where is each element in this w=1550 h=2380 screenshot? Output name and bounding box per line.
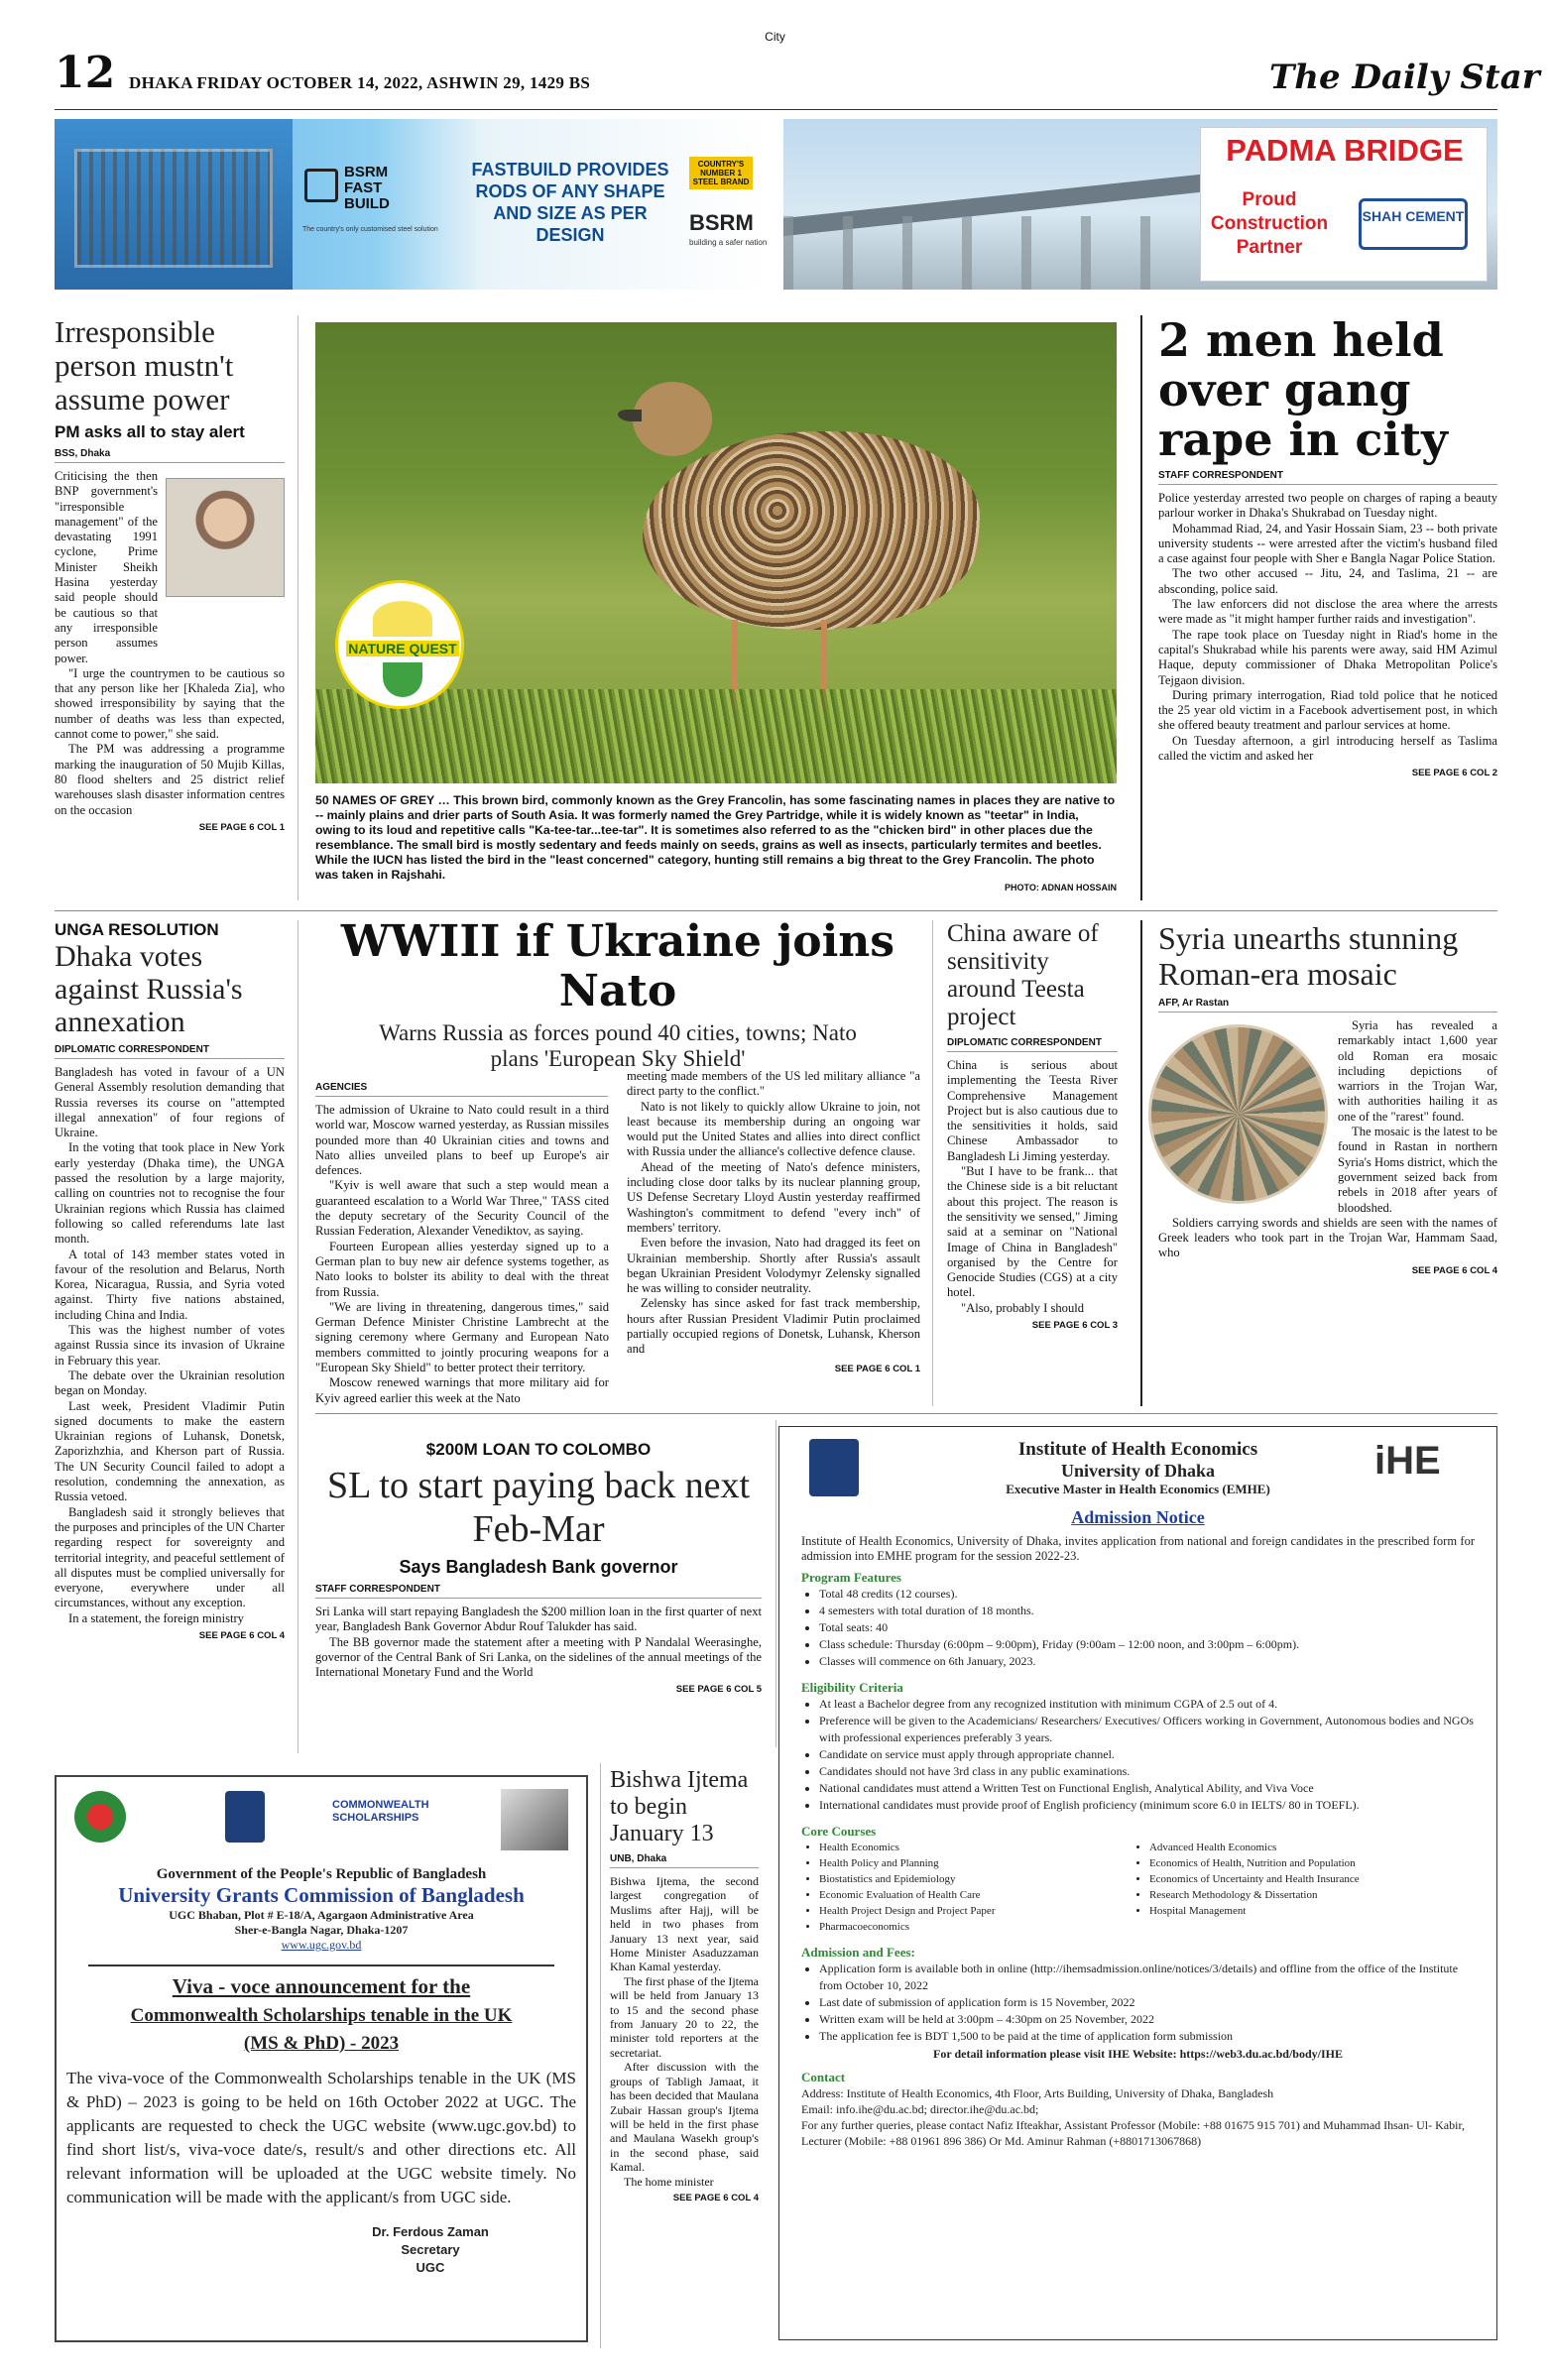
feature-item: • Total seats: 40 — [819, 1619, 1475, 1636]
course-item: • Hospital Management — [1149, 1903, 1475, 1919]
ugc-designation: Secretary — [401, 2242, 460, 2257]
see-page[interactable]: SEE PAGE 6 COL 2 — [1411, 768, 1497, 779]
article-loan — [315, 1440, 762, 1695]
bsrm-tagline: building a safer nation — [689, 238, 768, 247]
paragraph: The rape took place on Tuesday night in Riad's home in the capital's Shukrabad while his parents were away, said HM Azimul Haque, deputy commissioner of Dhaka Metropolitan Police's Tejgaon division. — [1158, 627, 1497, 687]
article-syria — [1158, 920, 1497, 1276]
paragraph: "We are living in threatening, dangerous times," said German Defence Minister Christine Lambrecht at the signing ceremony where Germany and European Nato members committed to jointly procuring weapons for a "European Sky Shield" to better protect their territory. — [315, 1299, 609, 1375]
paragraph: Ahead of the meeting of Nato's defence ministers, including close door talks by its nuclear planning group, US Defense Secretary Lloyd Austin yesterday reaffirmed Washington's commitment to defend "every inch" of members' territory. — [627, 1159, 920, 1235]
course-item: • Economics of Uncertainty and Health Insurance — [1149, 1871, 1475, 1887]
bsrm-logo: BSRM — [689, 210, 754, 235]
fee-item: • The application fee is BDT 1,500 to be paid at the time of application form submission — [819, 2028, 1475, 2045]
fastbuild-headline: FASTBUILD PROVIDES RODS OF ANY SHAPE AND SIZE AS PER DESIGN — [471, 160, 669, 245]
see-page[interactable]: SEE PAGE 6 COL 4 — [672, 2192, 759, 2203]
mosaic-photo — [1148, 1024, 1328, 1204]
eligibility-title: Eligibility Criteria — [801, 1680, 903, 1695]
fastbuild-brand: BSRM FAST BUILD — [344, 164, 390, 212]
feature-item: • Total 48 credits (12 courses). — [819, 1586, 1475, 1603]
ugc-gov: Government of the People's Republic of Bangladesh — [156, 1866, 487, 1882]
paragraph: "Also, probably I should — [961, 1300, 1085, 1315]
kicker: $200M LOAN TO COLOMBO — [425, 1440, 652, 1459]
fee-item: • Application form is available both in online (http://ihemsadmission.online/notices/3/details) and offline from the office of the Institute from October 10, 2022 — [819, 1961, 1475, 1994]
paragraph: The home minister — [624, 2174, 714, 2189]
fastbuild-tagline: The country's only customised steel solution — [302, 226, 438, 233]
admission-notice-title: Admission Notice — [1071, 1507, 1205, 1527]
see-page[interactable]: SEE PAGE 6 COL 1 — [198, 821, 285, 833]
deck: PM asks all to stay alert — [55, 422, 245, 441]
paragraph: Moscow renewed warnings that more military aid for Kyiv agreed earlier this week at the Nato — [315, 1375, 609, 1405]
ad-fastbuild[interactable] — [55, 119, 769, 290]
article-pm — [55, 315, 285, 833]
byline: DIPLOMATIC CORRESPONDENT — [947, 1037, 1118, 1052]
bird-head — [633, 382, 712, 456]
portrait-image — [501, 1789, 568, 1850]
course-item: • Health Economics — [819, 1840, 1132, 1855]
paragraph: Criticising the then BNP government's "irresponsible management" of the devastating 1991 cyclone, Prime Minister Sheikh Hasina yesterday said people should be cautious so that any irresponsible person assumes power. — [55, 469, 158, 665]
paragraph: On Tuesday afternoon, a girl introducing herself as Taslima called the victim and asked her — [1158, 733, 1497, 764]
paragraph: Bangladesh said it strongly believes that the purposes and principles of the UN Charter regarding respect for sovereignty and territorial integrity, and peaceful settlement of all disputes must be complied universally for everyone, everywhere under all circumstances, without any exception. — [55, 1504, 285, 1610]
ugc-address-1: UGC Bhaban, Plot # E-18/A, Agargaon Administrative Area — [169, 1908, 474, 1922]
ihe-program: Executive Master in Health Economics (EMHE) — [1006, 1482, 1270, 1496]
paragraph: Nato is not likely to quickly allow Ukraine to join, not least because its membership during an ongoing war would put the United States and allies into direct conflict with Russia under the alliance's collective defence clause. — [627, 1099, 920, 1159]
paragraph: The first phase of the Ijtema will be held from January 13 to 15 and the second phase from January 20 to 22, the minister told reporters at the secretariat. — [610, 1973, 759, 2060]
paragraph: The PM was addressing a programme marking the inauguration of 50 Mujib Killas, 80 flood shelters and 25 district relief warehouses slash disaster information centres on the occasion — [55, 742, 285, 817]
ad-ugc-viva[interactable] — [55, 1775, 588, 2342]
kicker: UNGA RESOLUTION — [55, 920, 219, 939]
paragraph: Bangladesh has voted in favour of a UN General Assembly resolution demanding that Russia reverses its course on "attempted illegal annexation" of four regions of Ukraine. — [55, 1065, 285, 1140]
course-item: • Health Project Design and Project Paper — [819, 1903, 1132, 1919]
fees-title: Admission and Fees: — [801, 1945, 915, 1960]
commonwealth-logo: COMMONWEALTH SCHOLARSHIPS — [332, 1799, 429, 1824]
ugc-signatory: Dr. Ferdous Zaman — [372, 2224, 489, 2239]
feature-item: • 4 semesters with total duration of 18 months. — [819, 1603, 1475, 1619]
paragraph: The BB governor made the statement after a meeting with P Nandalal Weerasinghe, governor of the Central Bank of Sri Lanka, on the sidelines of the annual meetings of the International Monetary Fund and the World — [315, 1634, 762, 1680]
see-page[interactable]: SEE PAGE 6 COL 4 — [198, 1629, 285, 1641]
paragraph: The mosaic is the latest to be found in Rastan in northern Syria's Homs district, which the government seized back from rebels in 2018 after years of bloodshed. — [1338, 1125, 1497, 1215]
course-item: • Advanced Health Economics — [1149, 1840, 1475, 1855]
shah-cement-logo: SHAH CEMENT — [1359, 198, 1468, 250]
paragraph: In a statement, the foreign ministry — [68, 1610, 244, 1625]
contact-queries: For any further queries, please contact Nafiz Ifteakhar, Assistant Professor (Mobile: +88 01675 915 701) and Muhammad Ihsan- Ul- Kabir, Lecturer (Mobile: +88 01961 896 386) Or Md. Aminur Rahman (+8801713067868) — [801, 2118, 1465, 2148]
fee-item: • Last date of submission of application form is 15 November, 2022 — [819, 1994, 1475, 2011]
paragraph: The law enforcers did not disclose the area where the arrests were made as "it might hamper further raids and investigation". — [1158, 597, 1497, 627]
headline: WWIII if Ukraine joins Nato — [340, 916, 895, 1016]
paragraph: Bishwa Ijtema, the second largest congregation of Muslims after Hajj, will be held in two phases from January 13 next year, said Home Minister Asaduzzaman Khan Kamal yesterday. — [610, 1874, 759, 1974]
headline: SL to start paying back next Feb-Mar — [327, 1465, 750, 1550]
viva-body: The viva-voce of the Commonwealth Scholarships tenable in the UK (MS & PhD) – 2023 is going to be held on 16th October 2022 at UGC. The applicants are requested to check the UGC website (www.ugc.gov.bd) to find short list/s, viva-voce date/s, result/s and other directions etc. All relevant information will be uploaded at the UGC website timely. No communication will be made with the applicant/s from UGC side. — [66, 2069, 576, 2206]
fastbuild-icon — [304, 169, 338, 202]
paragraph: meeting made members of the US led military alliance "a direct party to the conflict." — [627, 1069, 920, 1099]
feature-item: • Classes will commence on 6th January, 2023. — [819, 1653, 1475, 1670]
viva-title-3: (MS & PhD) - 2023 — [243, 2033, 400, 2054]
course-item: • Economic Evaluation of Health Care — [819, 1887, 1132, 1903]
paragraph: Last week, President Vladimir Putin signed documents to make the eastern Ukrainian regions of Luhansk, Donetsk, Zaporizhzhia, and Kherson part of Russia. The UN Security Council failed to adopt a resolution, condemning the annexation, as Russia vetoed. — [55, 1398, 285, 1504]
padma-title: PADMA BRIDGE — [1226, 133, 1464, 168]
course-item: • Biostatistics and Epidemiology — [819, 1871, 1132, 1887]
ad-ihe-admission[interactable] — [778, 1426, 1497, 2340]
eligibility-item: • Candidates should not have 3rd class in any public examinations. — [819, 1763, 1475, 1780]
headline: 2 men held over gang rape in city — [1158, 313, 1448, 466]
paragraph: This was the highest number of votes against Russia since its invasion of Ukraine in February this year. — [55, 1323, 285, 1368]
contact-title: Contact — [801, 2070, 846, 2084]
bird-body — [643, 431, 980, 630]
bird-photo — [315, 322, 1117, 783]
byline: STAFF CORRESPONDENT — [315, 1584, 762, 1599]
bird-beak — [618, 410, 642, 421]
article-unga — [55, 920, 285, 1641]
see-page[interactable]: SEE PAGE 6 COL 3 — [1031, 1320, 1118, 1332]
caption-text: This brown bird, commonly known as the Grey Francolin, has some fascinating names in places they are native to -- mainly plains and drier parts of South Asia. It was formerly named the Grey Partridge, while it is widely known as "teetar" in India, owing to its loud and repetitive calls "Ka-tee-tar...tee-tar". It is sometimes also referred to as the "chicken bird" in other places due the resemblance. The small bird is mostly sedentary and feeds mainly on seeds, grains as well as insects, particularly termites and beetles. While the IUCN has listed the bird in the "least concerned" category, hunting still remains a big threat to the Grey Francolin. The photo was taken in Rajshahi. — [315, 793, 1116, 882]
article-teesta — [947, 920, 1118, 1331]
headline: China aware of sensitivity around Teesta project — [947, 920, 1099, 1030]
du-crest-icon — [809, 1439, 859, 1496]
number-one-badge: COUNTRY'S NUMBER 1 STEEL BRAND — [689, 157, 753, 189]
paragraph: Syria has revealed a remarkably intact 1,600 year old Roman era mosaic including depictions of warriors in the Trojan War, with authorities hailing it as one of the "rarest" found. — [1338, 1018, 1497, 1124]
ihe-intro: Institute of Health Economics, University of Dhaka, invites application from national and foreign candidates in the prescribed form for admission into EMHE program for the session 2022-23. — [801, 1534, 1475, 1563]
eligibility-item: • National candidates must attend a Written Test on Functional English, Analytical Ability, and Viva Voce — [819, 1780, 1475, 1797]
article-ijtema — [610, 1767, 759, 2203]
ugc-web[interactable]: www.ugc.gov.bd — [281, 1938, 362, 1952]
paragraph: The two other accused -- Jitu, 24, and Taslima, 21 -- are absconding, police said. — [1158, 566, 1497, 596]
byline: BSS, Dhaka — [55, 448, 285, 463]
eligibility-item: • Candidate on service must apply through appropriate channel. — [819, 1746, 1475, 1763]
headline: Irresponsible person mustn't assume power — [55, 314, 234, 416]
photo-caption — [315, 793, 1117, 883]
paragraph: Fourteen European allies yesterday signed up to a German plan to buy new air defence systems together, as Nato looks to bolster its ability to deal with the threat from Russia. — [315, 1239, 609, 1299]
article-wwiii — [315, 917, 920, 1406]
viva-title-1: Viva - voce announcement for the — [172, 1974, 471, 1998]
byline: STAFF CORRESPONDENT — [1158, 470, 1497, 485]
caption-lead: 50 NAMES OF GREY … — [315, 793, 450, 807]
viva-title-2: Commonwealth Scholarships tenable in the UK — [130, 2005, 513, 2026]
eligibility-item: • At least a Bachelor degree from any recognized institution with minimum CGPA of 2.5 out of 4. — [819, 1696, 1475, 1713]
ugc-address-2: Sher-e-Bangla Nagar, Dhaka-1207 — [234, 1923, 409, 1937]
paragraph: Police yesterday arrested two people on charges of raping a beauty parlour worker in Dhaka's Shukrabad on Tuesday night. — [1158, 491, 1497, 521]
padma-subtitle: Proud Construction Partner — [1210, 189, 1329, 258]
paragraph: China is serious about implementing the Teesta River Comprehensive Management Project but is also cautious due to the sensitivities it holds, said Chinese Ambassador to Bangladesh Li Jiming yesterday. — [947, 1058, 1118, 1163]
course-item: • Health Policy and Planning — [819, 1855, 1132, 1871]
pm-photo — [166, 478, 285, 597]
paragraph: Even before the invasion, Nato had dragged its feet on Ukrainian membership. Shortly after Russia's assault began Ukrainian President Volodymyr Zelensky signalled he was willing to consider neutrality. — [627, 1236, 920, 1296]
paragraph: During primary interrogation, Riad told police that he noticed the 25 year old victim in a Facebook advertisement post, in which she offered beauty treatment and parlour services at home. — [1158, 687, 1497, 733]
paragraph: "I urge the countrymen to be cautious so that any person like her [Khaleda Zia], who showed irresponsibility by saying that the number of deaths was less than expected, cannot come to power," she said. — [55, 665, 285, 742]
headline: Syria unearths stunning Roman-era mosaic — [1158, 920, 1459, 992]
headline: Bishwa Ijtema to begin January 13 — [610, 1767, 749, 1846]
byline: DIPLOMATIC CORRESPONDENT — [55, 1044, 285, 1059]
photo-credit: PHOTO: ADNAN HOSSAIN — [1004, 883, 1117, 892]
ihe-website-link[interactable]: For detail information please visit IHE Website: https://web3.du.ac.bd/body/IHE — [933, 2047, 1343, 2061]
paper-name-logo: The Daily Star — [1269, 58, 1540, 97]
eligibility-item: • Preference will be given to the Academicians/ Researchers/ Executives/ Officers working in Government, Autonomous bodies and NGOs with professional experiences preferably 3 years. — [819, 1713, 1475, 1746]
bangladesh-emblem-icon — [74, 1791, 126, 1843]
paragraph: Sri Lanka will start repaying Bangladesh the $200 million loan in the first quarter of next year, Bangladesh Bank Governor Abdur Rouf Talukder has said. — [315, 1605, 762, 1634]
courses-title: Core Courses — [801, 1824, 877, 1839]
see-page[interactable]: SEE PAGE 6 COL 4 — [1411, 1264, 1497, 1276]
deck: Says Bangladesh Bank governor — [399, 1557, 678, 1577]
ugc-org: University Grants Commission of Bangladesh — [118, 1883, 525, 1907]
deck: Warns Russia as forces pound 40 cities, towns; Nato plans 'European Sky Shield' — [379, 1020, 857, 1071]
fee-item: • Written exam will be held at 3:00pm – 4:30pm on 25 November, 2022 — [819, 2011, 1475, 2028]
course-item: • Pharmacoeconomics — [819, 1919, 1132, 1935]
paragraph: The admission of Ukraine to Nato could result in a third world war, Moscow warned yesterday, as Russian missiles pounded more than 40 Ukrainian cities and towns and Nato allies unveiled plans to beef up Europe's air defences. — [315, 1103, 609, 1178]
ihe-logo: iHE — [1374, 1439, 1441, 1483]
byline: AGENCIES — [315, 1082, 608, 1097]
eligibility-item: • International candidates must provide proof of English proficiency (minimum score 6.0 in IELTS/ 80 in TOEFL). — [819, 1797, 1475, 1814]
features-title: Program Features — [801, 1570, 901, 1585]
paragraph: "Kyiv is well aware that such a step would mean a guaranteed escalation to a World War Three," TASS cited the deputy secretary of the Security Council of the Russian Federation, Alexander Venediktov, as saying. — [315, 1178, 609, 1239]
see-page[interactable]: SEE PAGE 6 COL 5 — [675, 1684, 762, 1696]
date-line: DHAKA FRIDAY OCTOBER 14, 2022, ASHWIN 29, 1429 BS — [129, 73, 591, 92]
headline: Dhaka votes against Russia's annexation — [55, 940, 243, 1038]
contact-email[interactable]: Email: info.ihe@du.ac.bd; director.ihe@du.ac.bd; — [801, 2102, 1039, 2116]
course-item: • Research Methodology & Dissertation — [1149, 1887, 1475, 1903]
byline: UNB, Dhaka — [610, 1853, 759, 1868]
paragraph: In the voting that took place in New York early yesterday (Dhaka time), the UNGA passed the resolution by a large majority, calling on countries not to recognise the four Ukrainian regions which Russia has claimed following so called referendums late last month. — [55, 1140, 285, 1247]
feature-item: • Class schedule: Thursday (6:00pm – 9:00pm), Friday (9:00am – 12:00 noon, and 3:00pm – 6:00pm). — [819, 1636, 1475, 1653]
byline: AFP, Ar Rastan — [1158, 998, 1497, 1012]
section-label: City — [765, 30, 785, 44]
article-gang-rape — [1158, 315, 1497, 778]
ad-padma-bridge[interactable] — [783, 119, 1497, 290]
page-number: 12 — [55, 48, 116, 98]
ihe-title: Institute of Health Economics — [1017, 1439, 1258, 1460]
nature-quest-logo: NATURE QUEST — [335, 580, 464, 709]
ihe-university: University of Dhaka — [1060, 1461, 1215, 1481]
ugc-logo-icon — [225, 1791, 265, 1843]
contact-address: Address: Institute of Health Economics, 4th Floor, Arts Building, University of Dhaka, Bangladesh — [801, 2086, 1274, 2100]
see-page[interactable]: SEE PAGE 6 COL 1 — [834, 1363, 920, 1374]
paragraph: "But I have to be frank... that the Chinese side is a bit reluctant about this project. The reason is the sensitivity we sensed," Jiming said at a seminar on "National Image of China in Bangladesh" organised by the Centre for Genocide Studies (CGS) at a city hotel. — [947, 1164, 1118, 1300]
paragraph: The debate over the Ukrainian resolution began on Monday. — [55, 1368, 285, 1398]
paragraph: A total of 143 member states voted in favour of the resolution and Belarus, North Korea, Nicaragua, Russia, and Syria voted against. Thirty five nations abstained, including China and India. — [55, 1247, 285, 1322]
paragraph: Zelensky has since asked for fast track membership, hours after Russian President Vladimir Putin proclaimed partially occupied regions of Donetsk, Luhansk, Kherson and — [627, 1296, 920, 1357]
paragraph: Soldiers carrying swords and shields are seen with the names of Greek leaders who took part in the Trojan War, Hammam Saad, who — [1158, 1215, 1497, 1260]
paragraph: After discussion with the groups of Tabligh Jamaat, it has been decided that Maulana Zubair Hassan group's Ijtema will be held in the first phase and Maulana Wasekh group's in the second phase, said Kamal. — [610, 2060, 759, 2175]
paragraph: Mohammad Riad, 24, and Yasir Hossain Siam, 23 -- both private university students -- were arrested after the victim's husband filed a case against four people with Sher e Bangla Nagar Police Station. — [1158, 521, 1497, 566]
course-item: • Economics of Health, Nutrition and Population — [1149, 1855, 1475, 1871]
ugc-office: UGC — [416, 2260, 445, 2275]
